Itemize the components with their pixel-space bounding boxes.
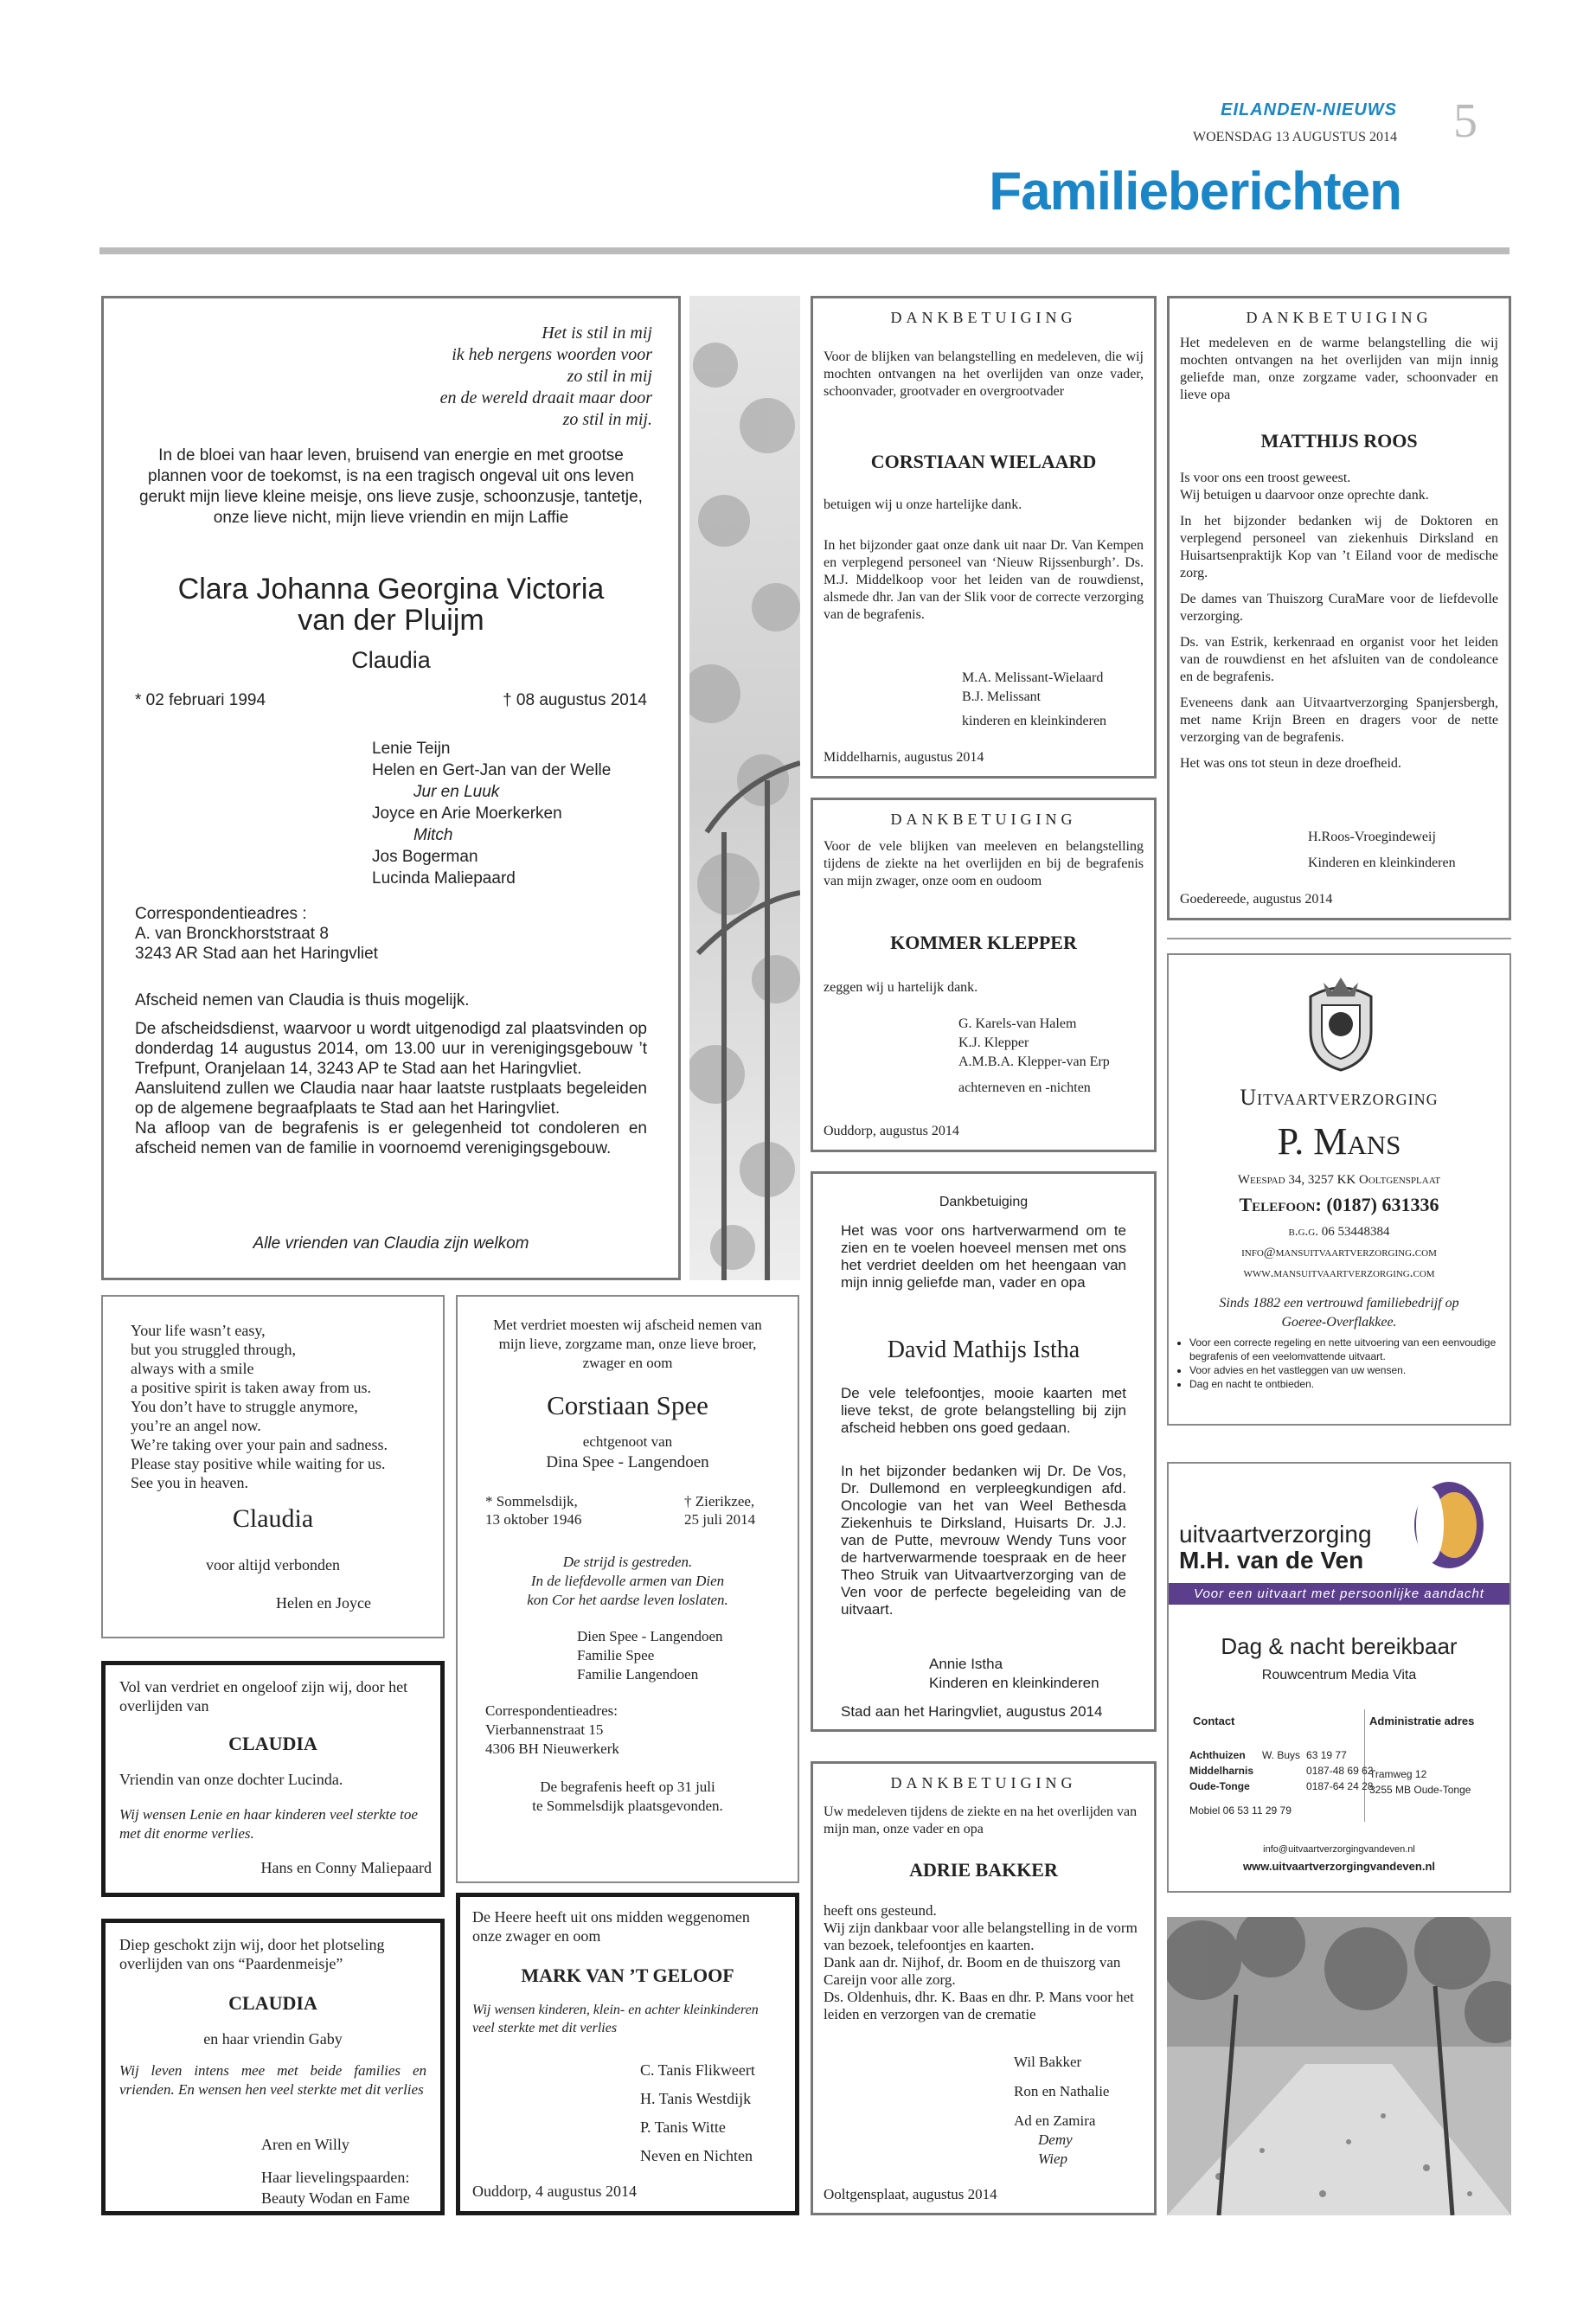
obituary-spee	[456, 1295, 799, 1883]
name: Corstiaan Spee	[547, 1390, 708, 1420]
coat-of-arms-icon	[1298, 971, 1384, 1074]
poem: Het is stil in mij ik heb nergens woorden voor zo stil in mij en de wereld draait maar door zo stil in mij.	[439, 324, 652, 429]
intro: Het was voor ons hartverwarmend om te zien en te voelen hoeveel mensen met ons het verdriet deelden om het heengaan van mijn innig geliefde man, vader en opa	[841, 1222, 1126, 1291]
birth-date: * 02 februari 1994	[135, 691, 266, 709]
place-date: Ouddorp, augustus 2014	[824, 1124, 959, 1138]
intro: De Heere heeft uit ons midden weggenomen onze zwager en oom	[472, 1908, 750, 1945]
intro: Voor de vele blijken van meeleven en belangstelling tijdens de ziekte na het overlijden en bij de begrafenis van mijn zwager, onze oom en oudoom	[824, 839, 1144, 888]
subtitle: voor altijd verbonden	[206, 1556, 340, 1574]
thanks-roos	[1167, 296, 1511, 920]
obituary-clara	[101, 296, 681, 1280]
contact-heading: Contact	[1193, 1715, 1235, 1727]
family: C. Tanis Flikweert H. Tanis Westdijk P. Tanis Witte Neven en Nichten	[640, 2061, 755, 2164]
thanks: zeggen wij u hartelijk dank.	[824, 980, 978, 995]
mobile: Mobiel 06 53 11 29 79	[1189, 1804, 1292, 1817]
heading: DANKBETUIGING	[890, 309, 1077, 326]
ceremony-info: Afscheid nemen van Claudia is thuis mogelijk. De afscheidsdienst, waarvoor u wordt uitgenodigd zal plaatsvinden op donderdag 14 augustus 2014, om 13.00 uur in verenigingsgebouw ’t Trefpunt, Oranjelaan 14, 3243 AP te Stad aan het Haringvliet. Aansluitend zullen we Claudia naar haar laatste rustplaats begeleiden op de algemene begraafplaats te Stad aan het Haringvliet. Na afloop van de begrafenis is er gelegenheid tot condoleren en afscheid nemen van de familie in voornoemd verenigingsgebouw.	[135, 991, 647, 1157]
name: CLAUDIA	[228, 1733, 317, 1754]
subtitle: en haar vriendin Gaby	[203, 2030, 343, 2048]
name: CLAUDIA	[228, 1992, 317, 2014]
nickname: Claudia	[351, 647, 431, 673]
paragraph-1: De vele telefoontjes, mooie kaarten met lieve tekst, de grote belangstelling bij zijn afscheid hebben ons goed gedaan.	[841, 1385, 1126, 1436]
email: info@mansuitvaartverzorging.com	[1241, 1246, 1437, 1259]
place-date: Ouddorp, 4 augustus 2014	[472, 2182, 637, 2200]
heading: DANKBETUIGING	[1246, 309, 1433, 326]
notice-english-poem	[101, 1295, 445, 1638]
intro: Diep geschokt zijn wij, door het plotseling overlijden van ons “Paardenmeisje”	[119, 1936, 385, 1972]
place-date: Stad aan het Haringvliet, augustus 2014	[841, 1703, 1103, 1720]
wish: Wij leven intens mee met beide families en vrienden. En wensen hen veel sterkte met dit verlies	[119, 2062, 426, 2098]
brand-logo: EILANDEN-NIEUWS	[1221, 100, 1397, 119]
thanks-wielaard	[811, 296, 1157, 779]
admin-address: Tramweg 12 3255 MB Oude-Tonge	[1369, 1768, 1471, 1796]
family: Dien Spee - Langendoen Familie Spee Familie Langendoen	[577, 1628, 723, 1682]
deceased-name: Clara Johanna Georgina Victoria van der Pluijm	[177, 573, 605, 637]
ad-van-de-ven	[1167, 1462, 1511, 1893]
phone: Telefoon: (0187) 631336	[1239, 1194, 1439, 1215]
centre-name: Rouwcentrum Media Vita	[1261, 1668, 1417, 1682]
van-de-ven-logo-icon	[1404, 1479, 1490, 1571]
closing-line: Alle vrienden van Claudia zijn welkom	[253, 1234, 529, 1253]
intro: Uw medeleven tijdens de ziekte en na het overlijden van mijn man, onze vader en opa	[824, 1804, 1138, 1836]
death-date: † 08 augustus 2014	[503, 691, 647, 709]
birth: * Sommelsdijk, 13 oktober 1946	[485, 1493, 582, 1528]
intro: Het medeleven en de warme belangstelling die wij mochten ontvangen na het overlijden van mijn innig geliefde man, onze zorgzame vader, schoonvader en lieve opa	[1180, 336, 1498, 402]
intro: Met verdriet moesten wij afscheid nemen van mijn lieve, zorgzame man, onze lieve broer, zwager en oom	[493, 1317, 762, 1371]
forest-photo	[689, 296, 800, 1280]
heading: DANKBETUIGING	[890, 1774, 1077, 1791]
subtitle: Vriendin van onze dochter Lucinda.	[119, 1771, 343, 1788]
name: Claudia	[232, 1504, 314, 1533]
death: † Zierikzee, 25 juli 2014	[684, 1493, 756, 1528]
contact-table	[1189, 1747, 1374, 1794]
since: Sinds 1882 een vertrouwd familiebedrijf op Goeree-Overflakkee.	[1219, 1296, 1459, 1330]
website: www.mansuitvaartverzorging.com	[1243, 1266, 1435, 1280]
signature: Helen en Joyce	[276, 1594, 371, 1612]
family-list: Lenie Teijn Helen en Gert-Jan van der Welle Jur en Luuk Joyce en Arie Moerkerken Mitch Jos Bogerman Lucinda Maliepaard	[372, 740, 612, 888]
place-date: Goedereede, augustus 2014	[1180, 892, 1333, 907]
intro: Vol van verdriet en ongeloof zijn wij, door het overlijden van	[119, 1678, 408, 1715]
website: www.uitvaartverzorgingvandeven.nl	[1242, 1860, 1435, 1873]
funeral-note: De begrafenis heeft op 31 juli te Sommelsdijk plaatsgevonden.	[532, 1779, 723, 1814]
thanks-bakker	[811, 1761, 1157, 2215]
heading: DANKBETUIGING	[890, 811, 1077, 828]
correspondence: Correspondentieadres : A. van Bronckhorststraat 8 3243 AR Stad aan het Haringvliet	[135, 905, 378, 963]
signature: M.A. Melissant-Wielaard B.J. Melissant kinderen en kleinkinderen	[962, 670, 1107, 728]
section-title: Familieberichten	[989, 162, 1401, 221]
signature: Aren en Willy Haar lievelingspaarden: Beauty Wodan en Fame	[261, 2136, 410, 2207]
divider	[1167, 938, 1511, 939]
name: ADRIE BAKKER	[909, 1859, 1058, 1881]
wish: Wij wensen Lenie en haar kinderen veel sterkte toe met dit enorme verlies.	[119, 1806, 418, 1842]
admin-heading: Administratie adres	[1369, 1715, 1475, 1727]
company-title: Uitvaartverzorging	[1240, 1085, 1439, 1110]
place-date: Middelharnis, augustus 2014	[824, 750, 984, 765]
brand-line-1: uitvaartverzorging	[1179, 1521, 1372, 1548]
company-name: P. Mans	[1277, 1120, 1401, 1163]
header-rule	[99, 247, 1509, 254]
thanks-istha	[811, 1171, 1157, 1732]
signature: Wil Bakker Ron en Nathalie Ad en Zamira Demy Wiep	[1014, 2054, 1110, 2167]
special-thanks: In het bijzonder gaat onze dank uit naar Dr. Van Kempen en verplegend personeel van ‘Nieuw Rijssenburgh’. Ds. M.J. Middelkoop voor het leiden van de rouwdienst, alsmede dhr. Jan van der Slik voor de correcte verzorging van de begrafenis.	[824, 538, 1144, 622]
autumn-photo	[1167, 1917, 1511, 2215]
place-date: Ooltgensplaat, augustus 2014	[824, 2186, 997, 2202]
name: CORSTIAAN WIELAARD	[870, 451, 1097, 472]
correspondence: Correspondentieadres: Vierbannenstraat 15 4306 BH Nieuwerkerk	[485, 1702, 619, 1757]
email: info@uitvaartverzorgingvandeven.nl	[1263, 1844, 1415, 1855]
table-row: Achthuizen W. Buys 63 19 77	[1189, 1749, 1347, 1761]
brand-line-2: M.H. van de Ven	[1179, 1547, 1364, 1574]
signature: G. Karels-van Halem K.J. Klepper A.M.B.A. Klepper-van Erp achterneven en -nichten	[958, 1016, 1110, 1095]
name: David Mathijs Istha	[887, 1336, 1080, 1363]
body: heeft ons gesteund. Wij zijn dankbaar voor alle belangstelling in de vorm van bezoek, telefoontjes en kaarten. Dank aan dr. Nijhof, dr. Boom en de thuiszorg van Careijn voor alle zorg. Ds. Oldenhuis, dhr. K. Baas en dhr. P. Mans voor het leiden en verzorgen van de crematie	[824, 1902, 1138, 2022]
table-row: Oude-Tonge 0187-64 24 28	[1189, 1780, 1374, 1792]
intro-text: In de bloei van haar leven, bruisend van energie en met grootse plannen voor de toekomst, is na een tragisch ongeval uit ons leven gerukt mijn lieve kleine meisje, ons lieve zusje, schoonzusje, tantetje, onze lieve nicht, mijn lieve vriendin en mijn Laffie	[139, 446, 643, 527]
issue-date: WOENSDAG 13 AUGUSTUS 2014	[1192, 130, 1397, 144]
page-number: 5	[1453, 94, 1477, 148]
spouse: echtgenoot van Dina Spee - Langendoen	[546, 1433, 709, 1471]
signature: H.Roos-Vroegindeweij Kinderen en kleinkinderen	[1308, 830, 1456, 870]
name: KOMMER KLEPPER	[890, 932, 1077, 953]
availability: Dag & nacht bereikbaar	[1221, 1633, 1458, 1659]
thanks: betuigen wij u onze hartelijke dank.	[824, 497, 1022, 512]
table-row: Middelharnis 0187-48 69 62	[1189, 1765, 1374, 1777]
notice-gaby	[101, 1919, 445, 2215]
alt-phone: b.g.g. 06 53448384	[1288, 1225, 1390, 1239]
thanks-klepper	[811, 798, 1157, 1152]
intro: Voor de blijken van belangstelling en medeleven, die wij mochten ontvangen na het overlijden van onze vader, schoonvader, grootvader en overgrootvader	[824, 349, 1144, 399]
signature: Hans en Conny Maliepaard	[260, 1859, 432, 1876]
service-list: • Voor een correcte regeling en nette uitvoering van een eenvoudige begrafenis of een veelomvattende uitvaart. • Voor advies en het vastleggen van uw wensen. • Dag en nacht te ontbieden.	[1176, 1336, 1499, 1391]
address: Weespad 34, 3257 KK Ooltgensplaat	[1237, 1173, 1441, 1187]
signature: Annie Istha Kinderen en kleinkinderen	[929, 1656, 1099, 1691]
ad-mans	[1167, 953, 1511, 1426]
quote: De strijd is gestreden. In de liefdevolle armen van Dien kon Cor het aardse leven loslaten.	[527, 1554, 728, 1608]
body: Is voor ons een troost geweest. Wij betuigen u daarvoor onze oprechte dank. In het bijzonder bedanken wij de Doktoren en verplegend personeel van ziekenhuis Dirksland en Huisartsenpraktijk Kop van ’t Eiland voor de medische zorg. De dames van Thuiszorg CuraMare voor de liefdevolle verzorging. Ds. van Estrik, kerkenraad en organist voor het leiden van de rouwdienst en het afsluiten van de condoleance en de begrafenis. Eveneens dank aan Uitvaartverzorging Spanjersbergh, met name Krijn Breen en dragers voor de nette verzorging van de begrafenis. Het was ons tot steun in deze droefheid.	[1180, 471, 1498, 771]
name: MATTHIJS ROOS	[1260, 430, 1418, 452]
wish: Wij wensen kinderen, klein- en achter kleinkinderen veel sterkte met dit verlies	[472, 2003, 759, 2035]
paragraph-2: In het bijzonder bedanken wij Dr. De Vos, Dr. Dullemond en verpleegkundigen afd. Oncologie van het van Weel Bethesda Ziekenhuis te Dirksland, Huisarts Dr. J.J. van de Putte, mevrouw Wendy Tuns voor de hartverwarmende toespraak en de heer Theo Struik van Uitvaartverzorging van de Ven voor de perfecte begeleiding van de uitvaart.	[841, 1463, 1126, 1618]
notice-lucinda	[101, 1661, 445, 1897]
heading: Dankbetuiging	[939, 1195, 1029, 1209]
notice-geloof	[456, 1893, 799, 2215]
tagline: Voor een uitvaart met persoonlijke aandacht	[1169, 1583, 1509, 1605]
poem-lines: Your life wasn’t easy, but you struggled through, always with a smile a positive spirit is taken away from us. You don’t have to struggle anymore, you’re an angel now. We’re taking over your pain and sadness. Please stay positive while waiting for us. See you in heaven.	[131, 1322, 388, 1491]
name: MARK VAN ’T GELOOF	[521, 1965, 734, 1986]
